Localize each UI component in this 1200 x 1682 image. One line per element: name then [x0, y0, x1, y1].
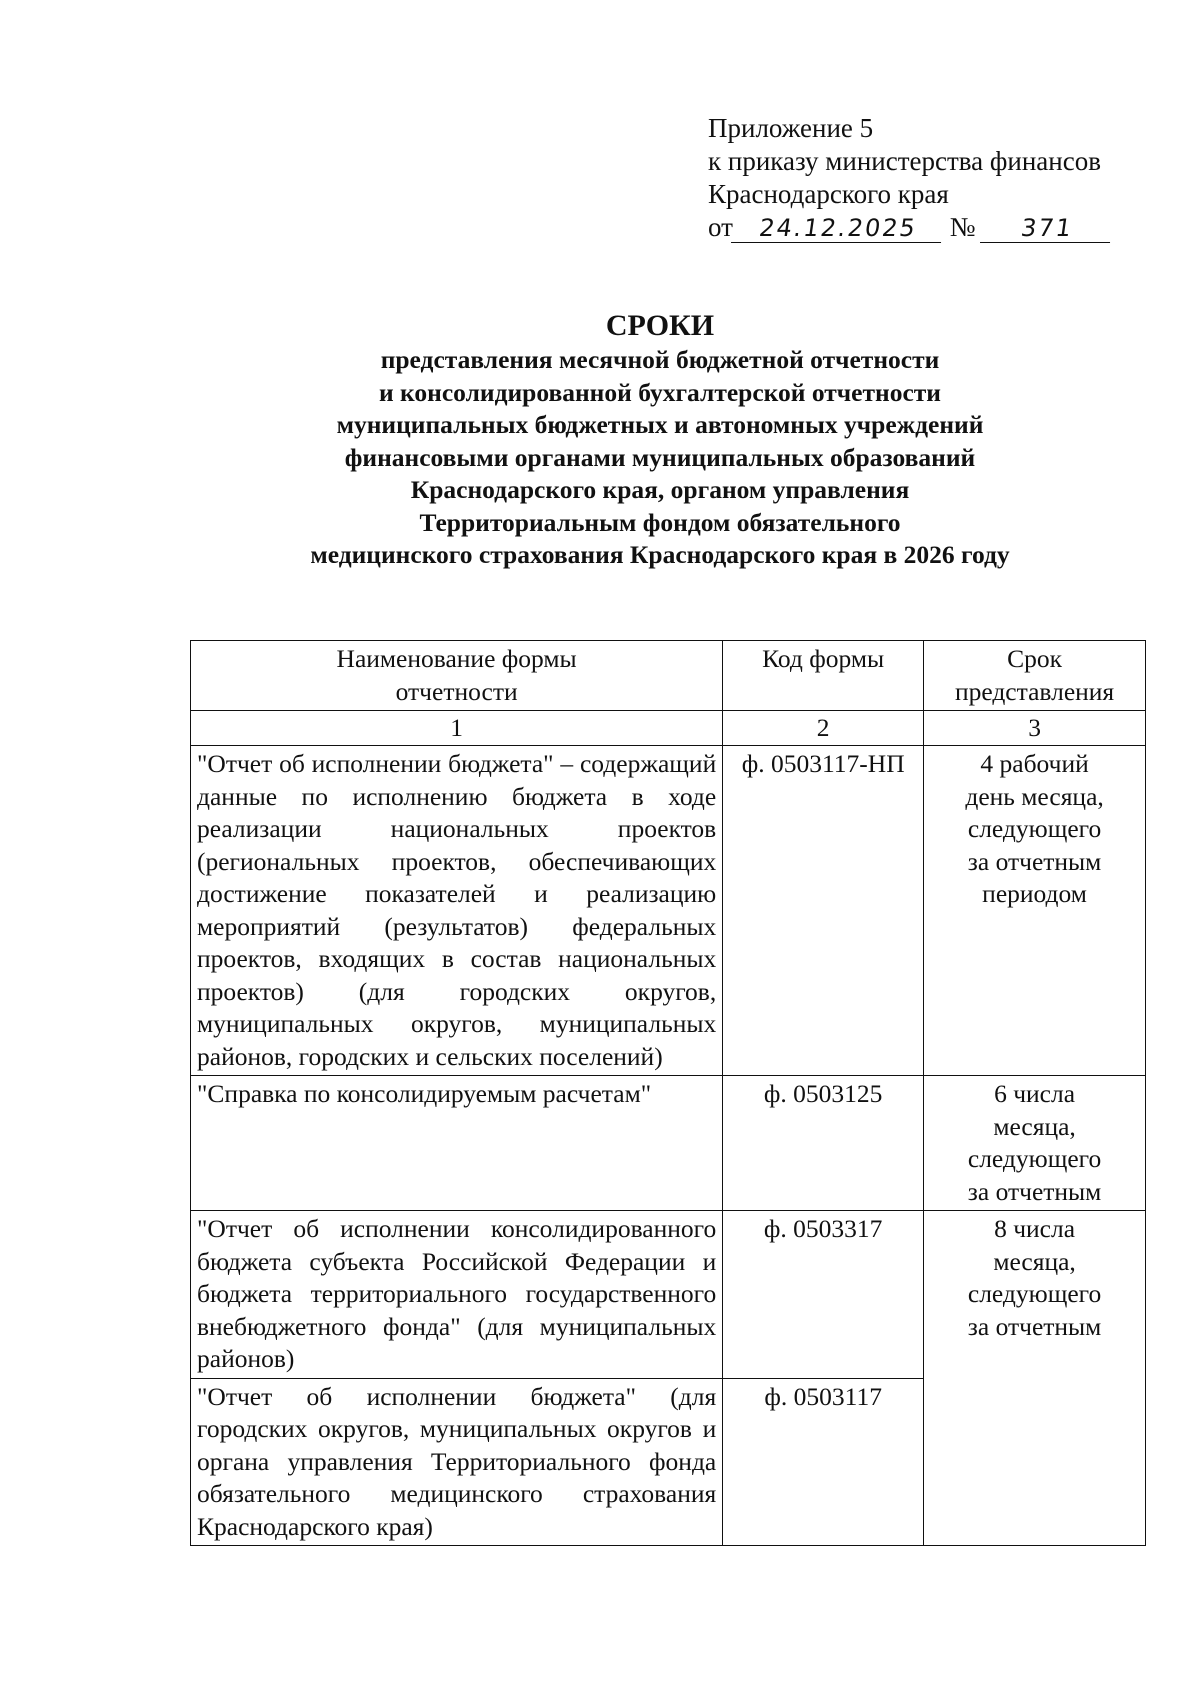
- document-title: [0, 308, 1200, 572]
- form-name-cell: "Справка по консолидируемым расчетам": [191, 1076, 723, 1211]
- handwritten-number: 371: [980, 214, 1114, 243]
- title-line: муниципальных бюджетных и автономных учреждений: [336, 410, 984, 439]
- column-numbers-row: [191, 711, 1146, 746]
- table-header-row: [191, 641, 1146, 711]
- title-line: представления месячной бюджетной отчетности: [380, 345, 940, 374]
- table-row: [191, 1211, 1146, 1379]
- appendix-order-ref: к приказу министерства финансов: [708, 146, 1101, 176]
- appendix-date-line: [708, 211, 1112, 244]
- form-name-cell: "Отчет об исполнении консолидированного бюджета субъекта Российской Федерации и бюджета территориального государственного внебюджетного фонда" (для муниципальных районов): [191, 1211, 723, 1379]
- table-row: [191, 1076, 1146, 1211]
- form-name-cell: "Отчет об исполнении бюджета" – содержащий данные по исполнению бюджета в ходе реализации национальных проектов (региональных проектов, обеспечивающих достижение показателей и реализацию мероприятий (результатов) федеральных проектов, входящих в состав национальных проектов) (для городских округов, муниципальных округов, муниципальных районов, городских и сельских поселений): [191, 746, 723, 1076]
- handwritten-date: 24.12.2025: [731, 214, 945, 243]
- form-name-cell: "Отчет об исполнении бюджета" (для городских округов, муниципальных округов и органа управления Территориального фонда обязательного медицинского страхования Краснодарского края): [191, 1378, 723, 1546]
- from-label: от: [708, 212, 733, 242]
- column-number: 1: [191, 711, 723, 746]
- title-main: СРОКИ: [605, 309, 715, 342]
- form-code-cell: ф. 0503317: [723, 1211, 924, 1379]
- appendix-title: Приложение 5: [708, 113, 874, 143]
- column-number: 3: [924, 711, 1146, 746]
- appendix-region: Краснодарского края: [708, 179, 949, 209]
- header-form-name: Наименование формы отчетности: [191, 641, 723, 711]
- table-row: [191, 746, 1146, 1076]
- appendix-block: [708, 112, 1112, 244]
- deadline-cell: 6 числа месяца, следующего за отчетным: [924, 1076, 1146, 1211]
- form-code-cell: ф. 0503117-НП: [723, 746, 924, 1076]
- title-line: Краснодарского края, органом управления: [410, 475, 910, 504]
- title-line: и консолидированной бухгалтерской отчетности: [378, 377, 941, 407]
- form-code-cell: ф. 0503117: [723, 1378, 924, 1546]
- title-line: Территориальным фондом обязательного: [419, 507, 901, 537]
- header-form-code: Код формы: [723, 641, 924, 711]
- title-line: финансовыми органами муниципальных образований: [344, 442, 976, 472]
- deadline-cell: 4 рабочий день месяца, следующего за отчетным периодом: [924, 746, 1146, 1076]
- title-line: медицинского страхования Краснодарского края в 2026 году: [310, 540, 1010, 569]
- deadline-cell: 8 числа месяца, следующего за отчетным: [924, 1211, 1146, 1546]
- column-number: 2: [723, 711, 924, 746]
- deadlines-table: [190, 640, 1146, 1546]
- number-label: №: [949, 212, 976, 242]
- form-code-cell: ф. 0503125: [723, 1076, 924, 1211]
- header-deadline: Срок представления: [924, 641, 1146, 711]
